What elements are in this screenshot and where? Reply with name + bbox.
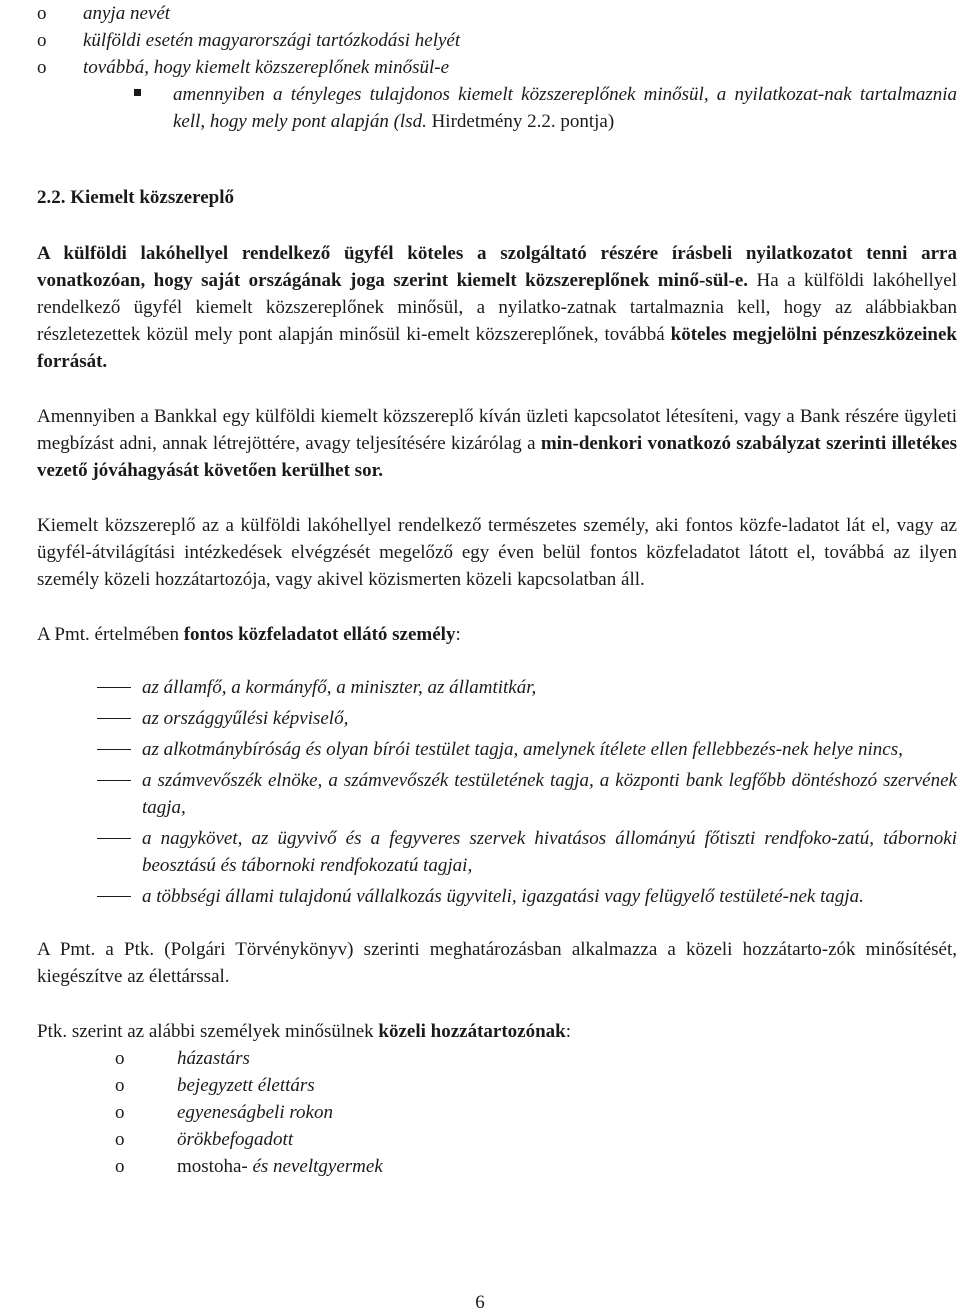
relative-text-b: és neveltgyermek xyxy=(247,1156,383,1177)
page-number: 6 xyxy=(475,1292,485,1313)
bullet-marker: o xyxy=(37,3,47,24)
paragraph-4 xyxy=(37,621,957,648)
paragraph-6-text: Ptk. szerint az alábbi személyek minősülnek xyxy=(37,1021,379,1042)
paragraph-6-bold: közeli hozzátartozónak xyxy=(378,1021,566,1042)
paragraph-2-text: Amennyiben a Bankkal egy külföldi kiemelt közszereplő kíván üzleti kapcsolatot létesíteni, vagy a Bank részére ügyleti megbízást adni, annak létrejöttére, avagy teljesítésére kizárólag a xyxy=(37,406,957,454)
dash-list xyxy=(37,674,957,910)
dash-item-text: a többségi állami tulajdonú vállalkozás ügyviteli, igazgatási vagy felügyelő testületé-nek tagja. xyxy=(142,886,864,907)
list-item-text: továbbá, hogy kiemelt közszereplőnek minősül-e xyxy=(83,57,450,78)
bullet-marker: o xyxy=(115,1048,125,1069)
dash-item-text: a nagykövet, az ügyvivő és a fegyveres szervek hivatásos állományú főtiszti rendfoko-zatú, tábornoki beosztású és tábornoki rendfokozatú tagjai, xyxy=(142,828,957,876)
paragraph-1 xyxy=(37,240,957,375)
sub-item-text-b: alapján (lsd. xyxy=(330,111,427,132)
dash-marker xyxy=(97,838,131,839)
relative-item xyxy=(115,1072,957,1099)
dash-list-item xyxy=(142,883,957,910)
relative-text: örökbefogadott xyxy=(177,1129,294,1150)
dash-marker xyxy=(97,749,131,750)
dash-list-item xyxy=(142,674,957,701)
relatives-list xyxy=(37,1045,957,1180)
bullet-marker: o xyxy=(115,1102,125,1123)
bullet-marker: o xyxy=(115,1075,125,1096)
section-title: 2.2. Kiemelt közszereplő xyxy=(37,187,234,208)
paragraph-6 xyxy=(37,1018,957,1045)
relative-item xyxy=(115,1099,957,1126)
paragraph-6-colon: : xyxy=(565,1021,571,1042)
relative-text: egyeneságbeli rokon xyxy=(177,1102,333,1123)
dash-marker xyxy=(97,780,131,781)
paragraph-4-bold: fontos közfeladatot ellátó személy xyxy=(183,624,456,645)
dash-item-text: az országgyűlési képviselő, xyxy=(142,708,349,729)
bullet-marker: o xyxy=(37,30,47,51)
paragraph-2 xyxy=(37,403,957,484)
dash-item-text: az államfő, a kormányfő, a miniszter, az államtitkár, xyxy=(142,677,537,698)
paragraph-5: A Pmt. a Ptk. (Polgári Törvénykönyv) szerinti meghatározásban alkalmazza a közeli hozzátarto-zók minősítését, kiegészítve az élettárssal. xyxy=(37,939,957,987)
sub-item-text-a: amennyiben a tényleges tulajdonos kiemelt közszereplőnek minősül, a nyilatkozat-nak tartalmaznia kell, hogy mely pont xyxy=(173,84,957,132)
dash-item-text: az alkotmánybíróság és olyan bírói testület tagja, amelynek ítélete ellen fellebbezés-nek helye nincs, xyxy=(142,739,903,760)
bullet-marker: o xyxy=(115,1129,125,1150)
paragraph-2-bold: min-denkori vonatkozó szabályzat szerinti illetékes vezető jóváhagyását követően kerülhet sor. xyxy=(37,433,958,481)
sub-list-item xyxy=(173,81,957,135)
dash-item-text: a számvevőszék elnöke, a számvevőszék testületének tagja, a központi bank legfőbb döntéshozó szervének tagja, xyxy=(142,770,957,818)
dash-marker xyxy=(97,896,131,897)
paragraph-4-text: A Pmt. értelmében xyxy=(37,624,184,645)
paragraph-1-text: Ha a külföldi lakóhellyel rendelkező ügyfél kiemelt közszereplőnek minősül, a nyilatko-zatnak tartalmaznia kell, hogy az alábbiakban részletezettek közül mely pont alapján minősül ki-emelt közszereplőnek, továbbá xyxy=(37,270,957,345)
bullet-marker: o xyxy=(37,57,47,78)
relative-item xyxy=(115,1045,957,1072)
list-item-text: külföldi esetén magyarországi tartózkodási helyét xyxy=(83,30,461,51)
dash-marker xyxy=(97,718,131,719)
paragraph-3: Kiemelt közszereplő az a külföldi lakóhellyel rendelkező természetes személy, aki fontos közfe-ladatot lát el, vagy az ügyfél-átvilágítási intézkedések elvégzését megelőző egy éven belül fontos közfeladatot látott el, továbbá az ilyen személy közeli hozzátartozója, vagy akivel közismerten közeli kapcsolatban áll. xyxy=(37,515,957,590)
relative-item xyxy=(115,1153,957,1180)
relative-text-a: mostoha- xyxy=(177,1156,248,1177)
list-item xyxy=(37,54,957,81)
sub-item-text-c: Hirdetmény 2.2. pontja) xyxy=(426,111,615,132)
top-bullet-list xyxy=(37,0,957,81)
dash-list-item xyxy=(142,736,957,763)
dash-marker xyxy=(97,687,131,688)
list-item xyxy=(37,0,957,27)
relative-text: bejegyzett élettárs xyxy=(177,1075,315,1096)
paragraph-1-bold-end: köteles megjelölni pénzeszközeinek forrását. xyxy=(37,324,957,372)
list-item xyxy=(37,27,957,54)
dash-list-item xyxy=(142,705,957,732)
square-bullet-icon xyxy=(134,89,141,96)
list-item-text: anyja nevét xyxy=(83,3,171,24)
dash-list-item xyxy=(142,767,957,821)
dash-list-item xyxy=(142,825,957,879)
bullet-marker: o xyxy=(115,1156,125,1177)
paragraph-4-colon: : xyxy=(455,624,461,645)
relative-text: házastárs xyxy=(177,1048,250,1069)
page-content xyxy=(37,0,957,1180)
relative-item xyxy=(115,1126,957,1153)
paragraph-1-bold: A külföldi lakóhellyel rendelkező ügyfél köteles a szolgáltató részére írásbeli nyilatkozatot tenni arra vonatkozóan, hogy saját országának joga szerint kiemelt közszereplőnek minő-sül-e. xyxy=(37,243,957,291)
sub-bullet-list xyxy=(37,81,957,135)
